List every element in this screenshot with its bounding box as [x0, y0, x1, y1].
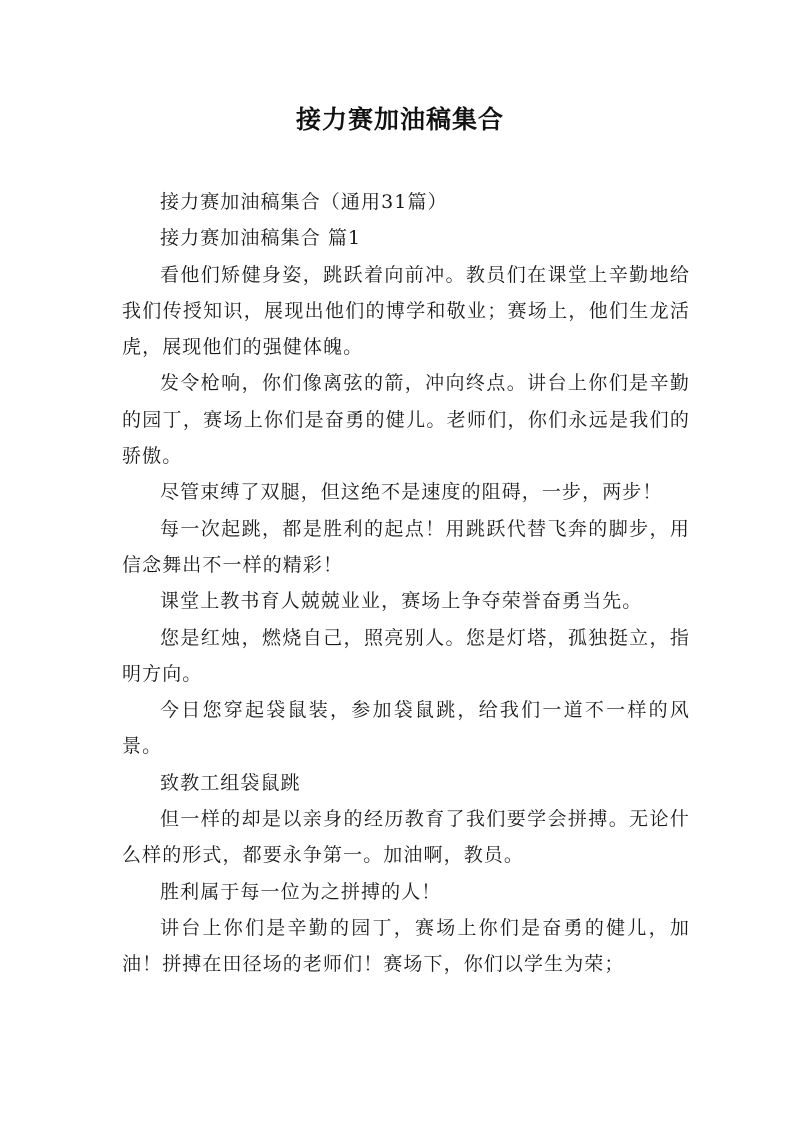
document-title: 接力赛加油稿集合 — [295, 105, 504, 134]
paragraph: 今日您穿起袋鼠装，参加袋鼠跳，给我们一道不一样的风景。 — [122, 699, 690, 758]
paragraph: 讲台上你们是辛勤的园丁，赛场上你们是奋勇的健儿，加油！拼搏在田径场的老师们！赛场下，你们以学生为荣； — [122, 916, 690, 976]
paragraph: 发令枪响，你们像离弦的箭，冲向终点。讲台上你们是辛勤的园丁，赛场上你们是奋勇的健儿。老师们，你们永远是我们的骄傲。 — [122, 372, 690, 468]
paragraph: 尽管束缚了双腿，但这绝不是速度的阻碍，一步，两步！ — [160, 481, 663, 504]
paragraph: 但一样的却是以亲身的经历教育了我们要学会拼搏。无论什么样的形式，都要永争第一。加油啊，教员。 — [122, 808, 690, 867]
paragraph: 致教工组袋鼠跳 — [160, 771, 301, 794]
paragraph: 课堂上教书育人兢兢业业，赛场上争夺荣誉奋勇当先。 — [160, 590, 643, 613]
paragraph: 接力赛加油稿集合（通用31篇） — [160, 191, 448, 213]
paragraph: 接力赛加油稿集合 篇1 — [160, 227, 362, 250]
paragraph: 每一次起跳，都是胜利的起点！用跳跃代替飞奔的脚步，用信念舞出不一样的精彩！ — [122, 517, 690, 576]
document-body — [122, 184, 690, 983]
paragraph: 看他们矫健身姿，跳跃着向前冲。教员们在课堂上辛勤地给我们传授知识，展现出他们的博学和敬业；赛场上，他们生龙活虎，展现他们的强健体魄。 — [122, 263, 690, 359]
paragraph: 您是红烛，燃烧自己，照亮别人。您是灯塔，孤独挺立，指明方向。 — [122, 626, 690, 685]
paragraph: 胜利属于每一位为之拼搏的人！ — [160, 880, 442, 903]
